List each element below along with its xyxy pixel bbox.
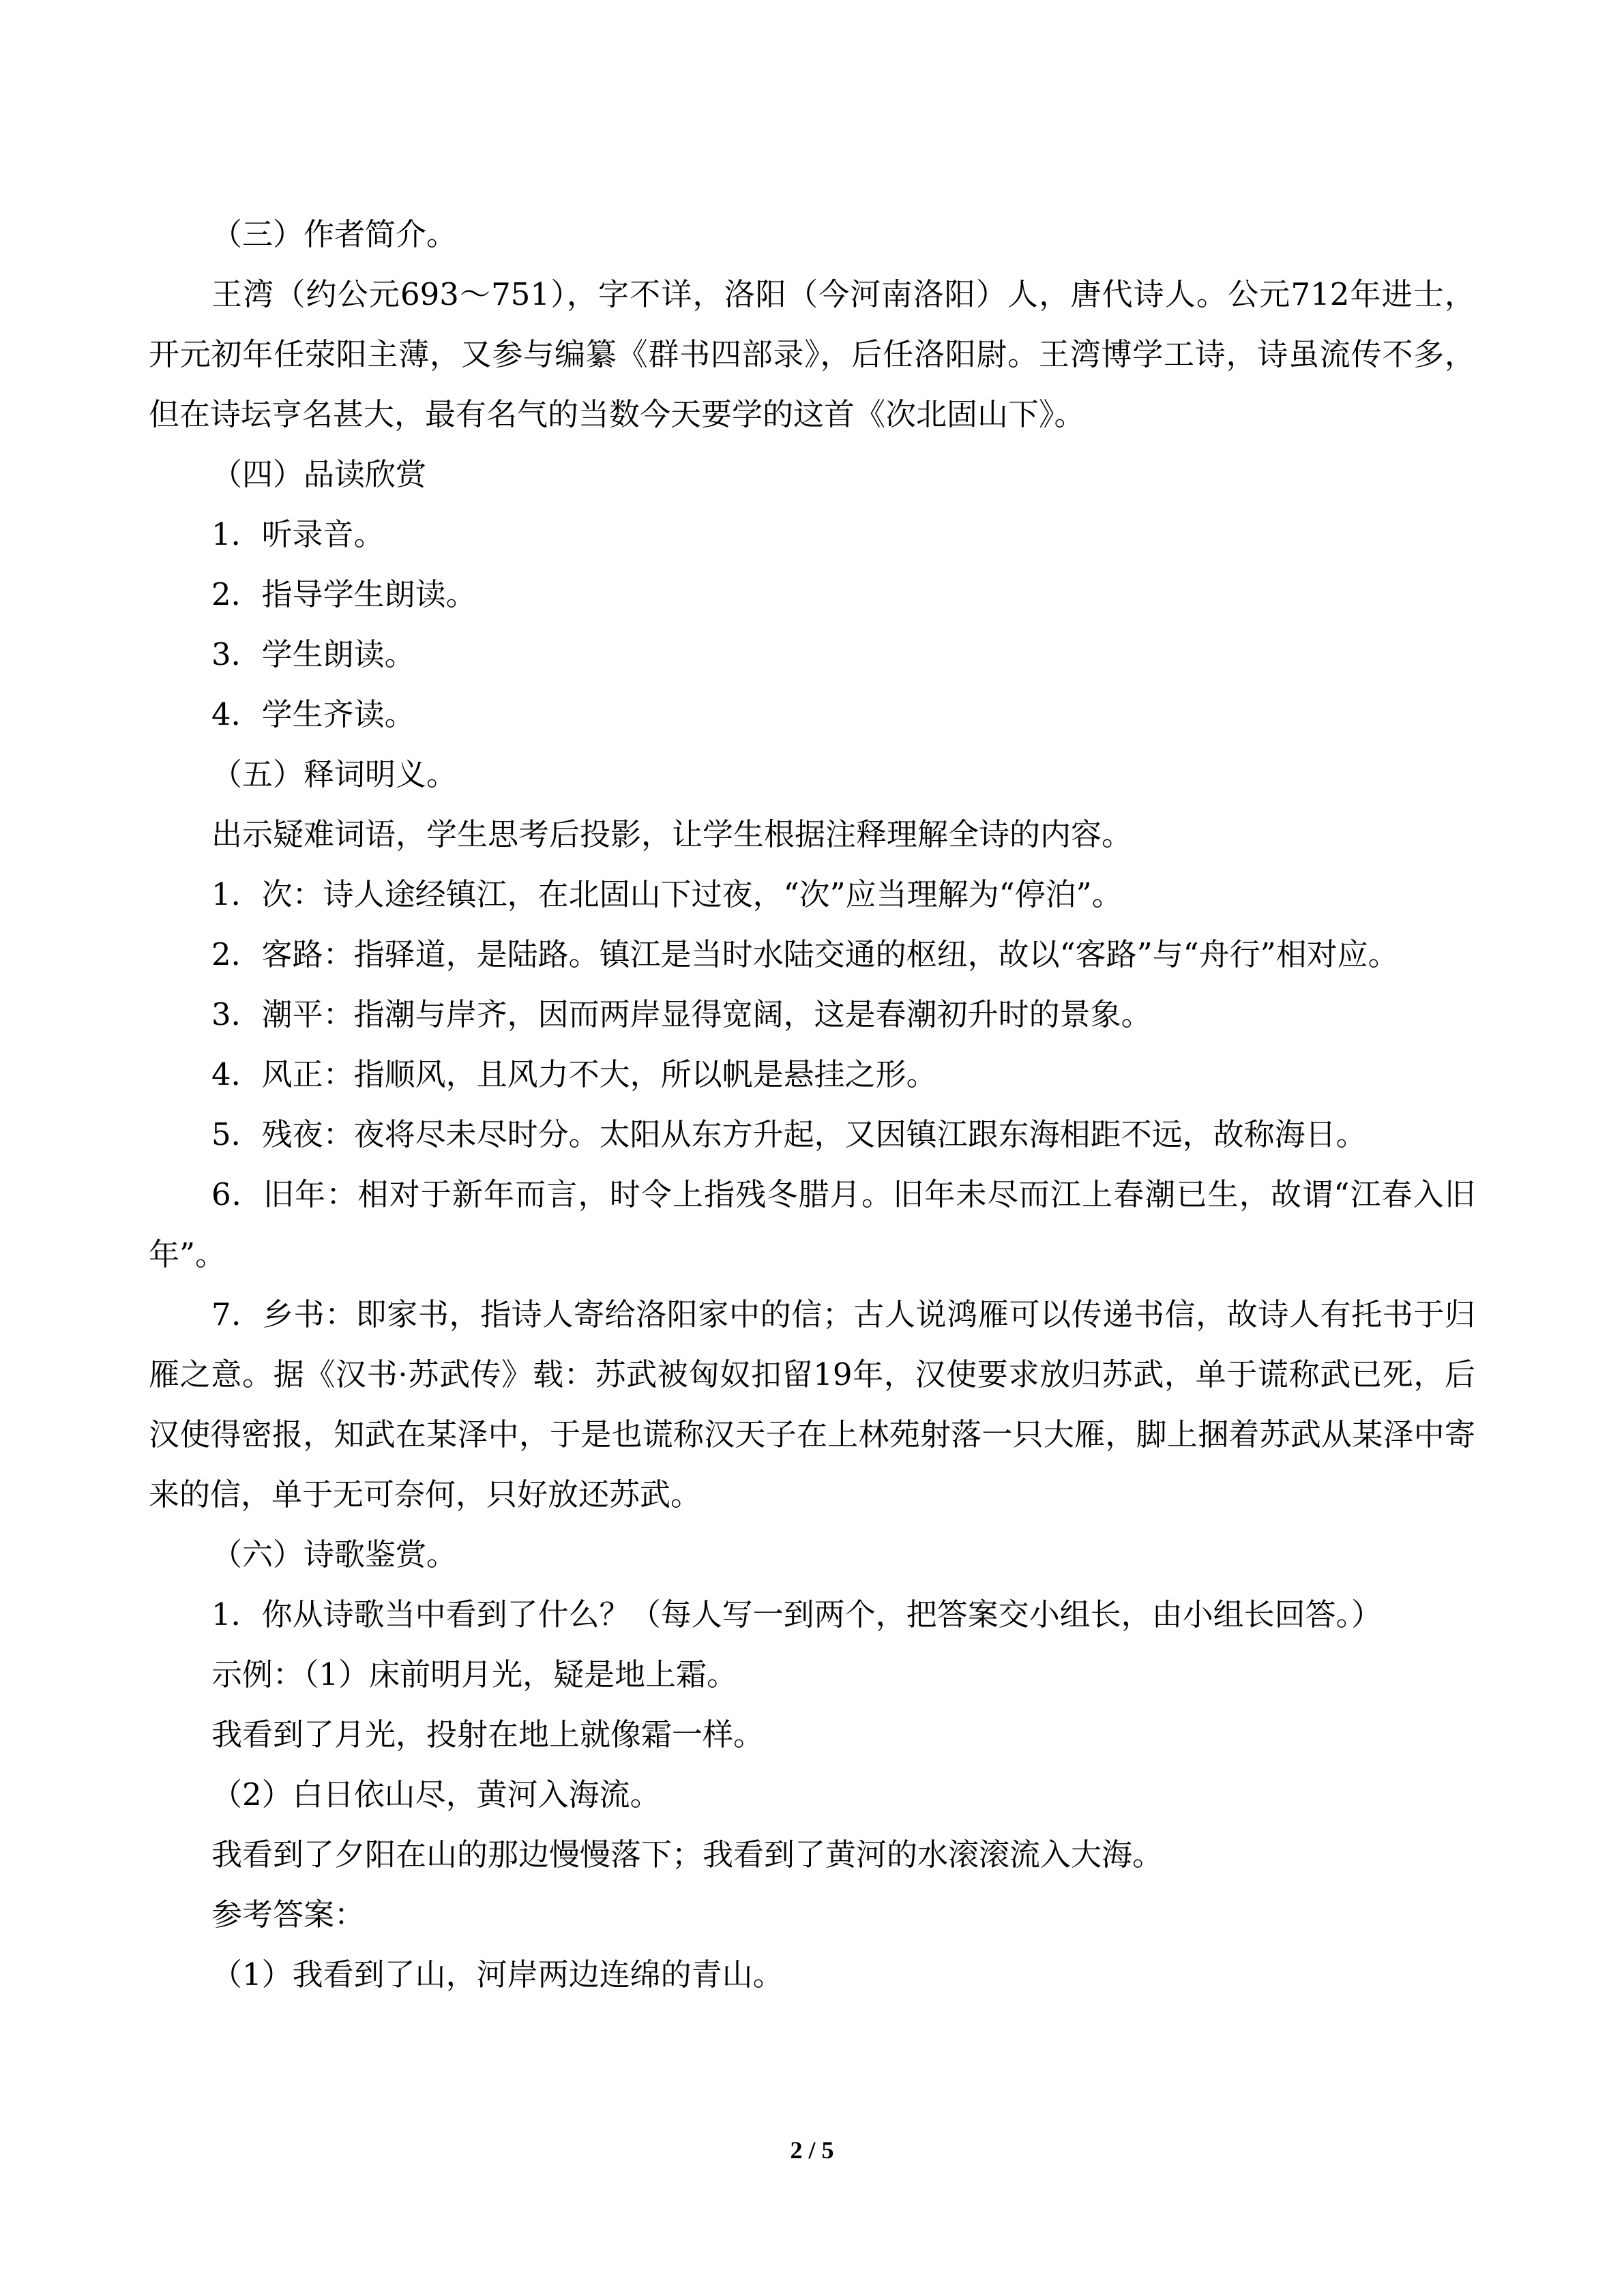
vocabulary-item: 7．乡书：即家书，指诗人寄给洛阳家中的信；古人说鸿雁可以传递书信，故诗人有托书于归雁之意。据《汉书·苏武传》载：苏武被匈奴扣留19年，汉使要求放归苏武，单于谎称武已死，后汉使得密报，知武在某泽中，于是也谎称汉天子在上林苑射落一只大雁，脚上捆着苏武从某泽中寄来的信，单于无可奈何，只好放还苏武。 [149, 1296, 1475, 1512]
vocabulary-item: 1．次：诗人途经镇江，在北固山下过夜，“次”应当理解为“停泊”。 [211, 876, 1123, 912]
answer-line: （1）我看到了山，河岸两边连绵的青山。 [211, 1956, 784, 1993]
section-heading-author: （三）作者简介。 [211, 216, 458, 252]
list-item: 3．学生朗读。 [211, 636, 415, 672]
page-number: 2 / 5 [790, 2136, 834, 2164]
example-line: （2）白日依山尽，黄河入海流。 [211, 1776, 661, 1813]
vocabulary-item: 3．潮平：指潮与岸齐，因而两岸显得宽阔，这是春潮初升时的景象。 [211, 996, 1152, 1032]
answer-heading: 参考答案： [211, 1896, 366, 1933]
vocabulary-item: 2．客路：指驿道，是陆路。镇江是当时水陆交通的枢纽，故以“客路”与“舟行”相对应。 [211, 936, 1399, 972]
example-line: 我看到了夕阳在山的那边慢慢落下；我看到了黄河的水滚滚流入大海。 [211, 1836, 1164, 1873]
list-item: 1．听录音。 [211, 516, 385, 552]
example-line: 我看到了月光，投射在地上就像霜一样。 [211, 1716, 765, 1753]
vocabulary-item: 6．旧年：相对于新年而言，时令上指残冬腊月。旧年未尽而江上春潮已生，故谓“江春入旧年”。 [149, 1176, 1475, 1272]
question-item: 1．你从诗歌当中看到了什么？（每人写一到两个，把答案交小组长，由小组长回答。） [211, 1596, 1383, 1632]
vocabulary-item: 5．残夜：夜将尽未尽时分。太阳从东方升起，又因镇江跟东海相距不远，故称海日。 [211, 1116, 1367, 1152]
section-heading-vocabulary: （五）释词明义。 [211, 756, 458, 792]
vocabulary-item: 4．风正：指顺风，且风力不大，所以帆是悬挂之形。 [211, 1056, 937, 1092]
list-item: 2．指导学生朗读。 [211, 576, 477, 612]
list-item: 4．学生齐读。 [211, 696, 415, 732]
vocabulary-intro-paragraph: 出示疑难词语，学生思考后投影，让学生根据注释理解全诗的内容。 [211, 816, 1133, 852]
section-heading-reading: （四）品读欣赏 [211, 456, 427, 492]
author-intro-paragraph: 王湾（约公元693～751），字不详，洛阳（今河南洛阳）人，唐代诗人。公元712年进士，开元初年任荥阳主薄，又参与编纂《群书四部录》，后任洛阳尉。王湾博学工诗，诗虽流传不多，但在诗坛亨名甚大，最有名气的当数今天要学的这首《次北固山下》。 [149, 276, 1475, 432]
example-line: 示例：（1）床前明月光，疑是地上霜。 [211, 1656, 738, 1693]
document-body [149, 205, 1475, 2005]
section-heading-appreciation: （六）诗歌鉴赏。 [211, 1536, 458, 1572]
